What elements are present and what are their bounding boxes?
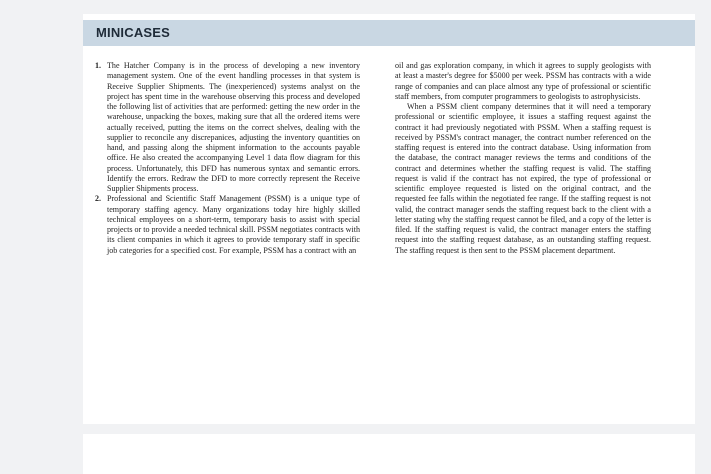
textbook-page [83, 14, 695, 424]
minicase-text: The Hatcher Company is in the process of developing a new inventory management system. One of the event handling processes in that system is Receive Supplier Shipments. The (inexperienced) systems analyst on the project has spent time in the warehouse observing this process and developed the following list of activities that are performed: getting the new order in the warehouse, unpacking the boxes, making sure that all the ordered items were actually received, putting the items on the correct shelves, dealing with the supplier to reconcile any discrepanices, adjusting the inventory quantities on hand, and passing along the shipment information to the accounts payable office. He also created the accompanying Level 1 data flow diagram for this process. Unfortunately, this DFD has numerous syntax and semantic errors. Identify the errors. Redraw the DFD to more correctly represent the Receive Supplier Shipments process. [107, 61, 360, 193]
minicase-number: 1. [95, 61, 102, 70]
left-column [95, 61, 360, 256]
minicase-number: 2. [95, 194, 102, 204]
minicase-2 [95, 194, 360, 256]
right-column [395, 61, 651, 256]
minicase-text: Professional and Scientific Staff Management (PSSM) is a unique type of temporary staffing agency. Many organizations today hire highly skilled technical employees on a short-term, temporary basis to assist with special projects or to provide a needed technical skill. PSSM negotiates contracts with its client companies in which it agrees to provide temporary staff in specific job categories for a specified cost. For example, PSSM has a contract with an [107, 194, 360, 255]
next-page [83, 434, 695, 474]
section-title: MINICASES [96, 25, 171, 40]
continuation-paragraph: oil and gas exploration company, in which it agrees to supply geologists with at least a master's degree for $5000 per week. PSSM has contracts with a wide range of companies and can place almost any type of professional or scientific staff members, from computer programmers to geologists to astrophysicists. [395, 61, 651, 101]
section-header [83, 20, 695, 46]
minicase-1 [95, 61, 360, 194]
continuation-paragraph: When a PSSM client company determines that it will need a temporary professional or scientific employee, it issues a staffing request against the contract it had previously negotiated with PSSM. When a staffing request is received by PSSM's contract manager, the contract number referenced on the staffing request is entered into the contract database. Using information from the database, the contract manager reviews the terms and conditions of the contract and determines whether the staffing request is valid. The staffing request is valid if the contract has not expired, the type of professional or scientific employee requested is listed on the original contract, and the requested fee falls within the negotiated fee range. If the staffing request is not valid, the contract manager sends the staffing request back to the client with a letter stating why the staffing request cannot be filed, and a copy of the letter is filed. If the staffing request is valid, the contract manager enters the staffing request into the staffing request database, as an outstanding staffing request. The staffing request is then sent to the PSSM placement department. [395, 102, 651, 255]
